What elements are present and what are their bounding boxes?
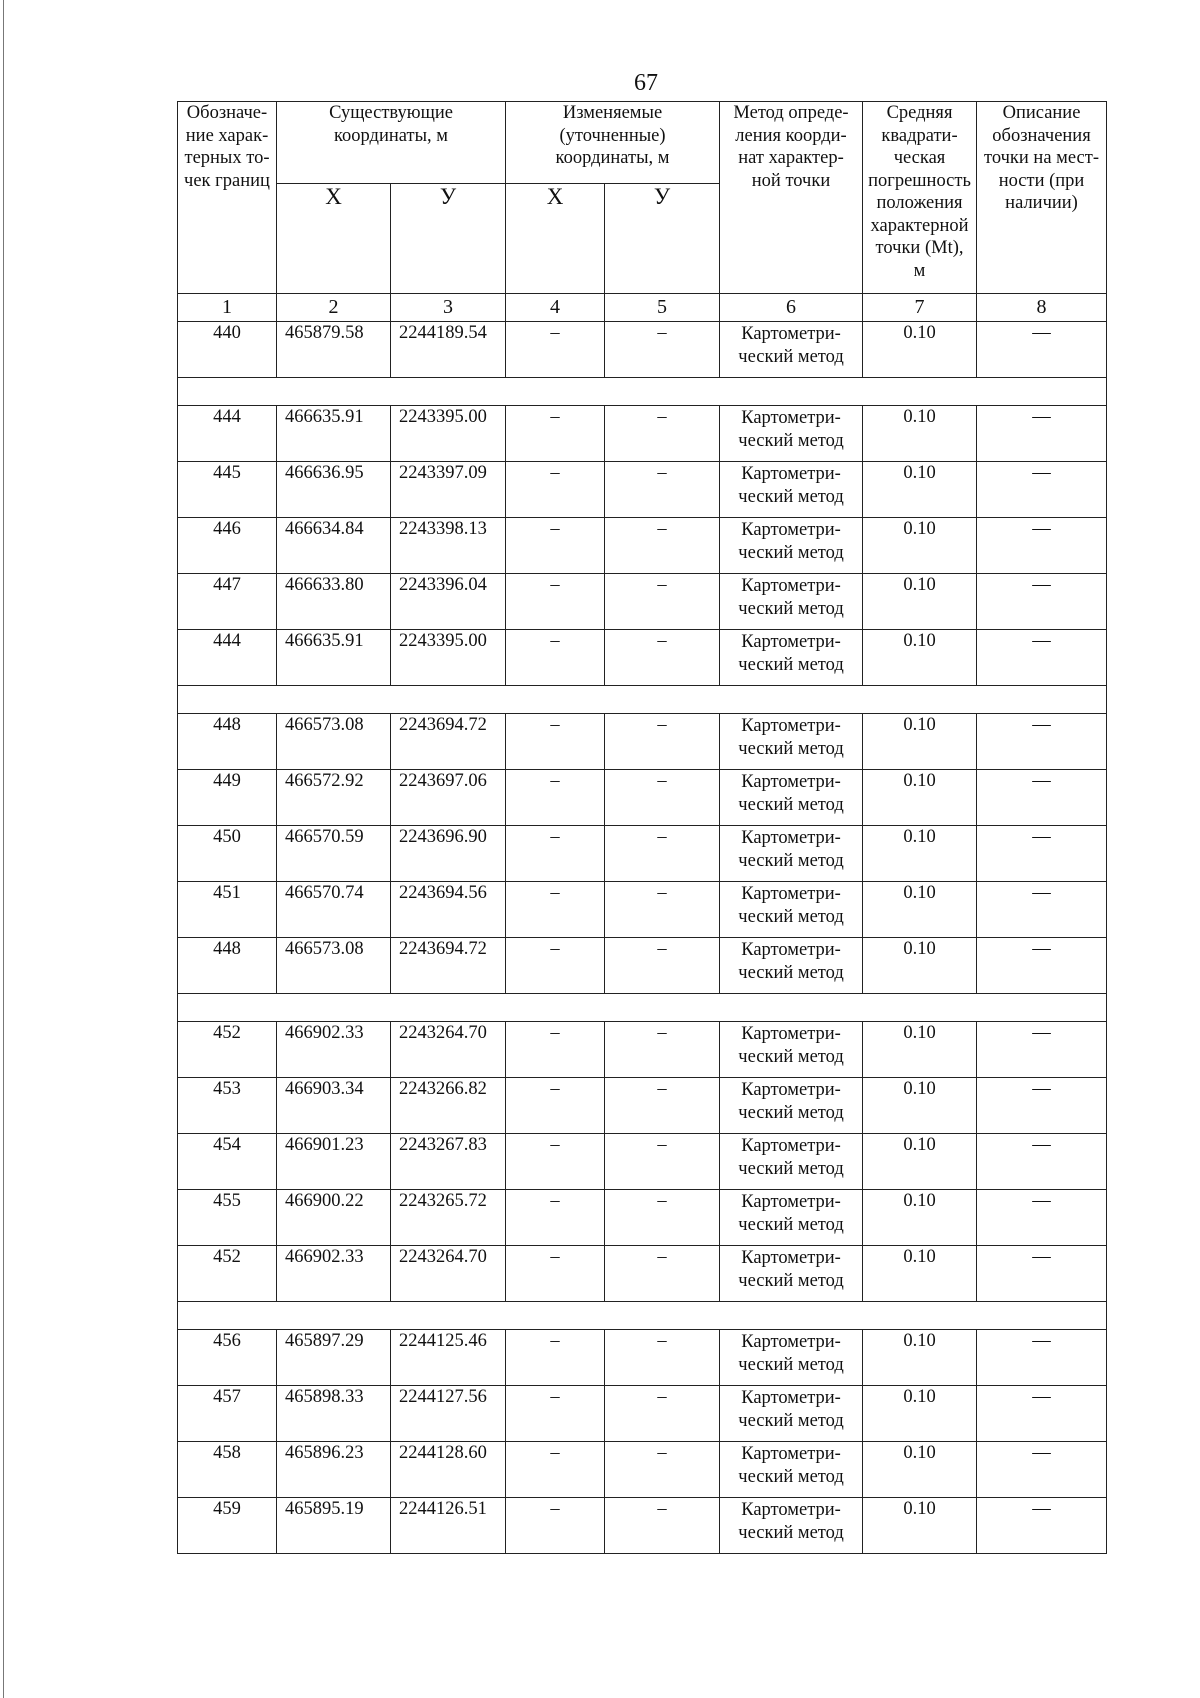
mt-cell: 0.10: [863, 518, 977, 574]
header-line: Изменяемые: [562, 103, 663, 123]
description-cell: —: [977, 1386, 1107, 1442]
method-line: Картометри-: [741, 884, 841, 904]
mt-cell: 0.10: [863, 1386, 977, 1442]
changed-y-cell: –: [605, 406, 720, 462]
existing-x-cell: 466573.08: [277, 714, 391, 770]
header-line: нат характер-: [738, 148, 844, 168]
method-line: ческий метод: [738, 739, 844, 759]
header-mt: [863, 102, 977, 294]
changed-y-cell: –: [605, 882, 720, 938]
table-row: [178, 714, 1107, 770]
table-row: [178, 1134, 1107, 1190]
changed-x-cell: –: [506, 1330, 605, 1386]
group-separator-row: [178, 1302, 1107, 1330]
description-cell: —: [977, 1022, 1107, 1078]
table-row: [178, 1190, 1107, 1246]
method-line: Картометри-: [741, 324, 841, 344]
method-cell: [720, 938, 863, 994]
method-line: ческий метод: [738, 907, 844, 927]
existing-x-cell: 466903.34: [277, 1078, 391, 1134]
table-row: [178, 462, 1107, 518]
page-number: 67: [634, 70, 658, 96]
method-cell: [720, 462, 863, 518]
header-description: [977, 102, 1107, 294]
existing-y-cell: 2243398.13: [391, 518, 506, 574]
header-line: координаты, м: [555, 148, 670, 168]
description-cell: —: [977, 462, 1107, 518]
description-cell: —: [977, 882, 1107, 938]
existing-x-cell: 466902.33: [277, 1022, 391, 1078]
point-cell: 456: [178, 1330, 277, 1386]
existing-y-cell: 2244126.51: [391, 1498, 506, 1554]
point-cell: 440: [178, 322, 277, 378]
changed-y-cell: –: [605, 1246, 720, 1302]
method-line: Картометри-: [741, 1444, 841, 1464]
table-body: [178, 322, 1107, 1554]
method-line: ческий метод: [738, 487, 844, 507]
header-line: ческая: [893, 148, 946, 168]
mt-cell: 0.10: [863, 826, 977, 882]
header-line: характерной: [870, 215, 969, 236]
method-line: ческий метод: [738, 851, 844, 871]
header-line: обозначения: [992, 125, 1091, 146]
existing-y-cell: 2244189.54: [391, 322, 506, 378]
method-line: Картометри-: [741, 576, 841, 596]
method-line: ческий метод: [738, 1271, 844, 1291]
changed-y-cell: –: [605, 322, 720, 378]
point-cell: 454: [178, 1134, 277, 1190]
column-number: 8: [977, 294, 1107, 322]
existing-y-cell: 2243266.82: [391, 1078, 506, 1134]
changed-x-cell: –: [506, 462, 605, 518]
method-cell: [720, 714, 863, 770]
changed-y-cell: –: [605, 462, 720, 518]
changed-y-cell: –: [605, 630, 720, 686]
mt-cell: 0.10: [863, 1442, 977, 1498]
table-row: [178, 1442, 1107, 1498]
method-line: Картометри-: [741, 828, 841, 848]
group-separator-row: [178, 378, 1107, 406]
method-line: Картометри-: [741, 1192, 841, 1212]
existing-x-cell: 465898.33: [277, 1386, 391, 1442]
table-row: [178, 574, 1107, 630]
changed-x-cell: –: [506, 406, 605, 462]
mt-cell: 0.10: [863, 1134, 977, 1190]
header-existing-coords: [277, 102, 506, 184]
method-line: Картометри-: [741, 520, 841, 540]
existing-x-cell: 466635.91: [277, 406, 391, 462]
binding-edge-line: [3, 0, 4, 1698]
mt-cell: 0.10: [863, 1022, 977, 1078]
method-cell: [720, 1442, 863, 1498]
method-cell: [720, 518, 863, 574]
description-cell: —: [977, 1246, 1107, 1302]
existing-y-cell: 2243265.72: [391, 1190, 506, 1246]
method-line: Картометри-: [741, 1332, 841, 1352]
changed-y-cell: –: [605, 1442, 720, 1498]
point-cell: 450: [178, 826, 277, 882]
existing-y-cell: 2243264.70: [391, 1022, 506, 1078]
header-changed-x: X: [506, 184, 605, 294]
existing-x-cell: 466572.92: [277, 770, 391, 826]
method-line: Картометри-: [741, 1136, 841, 1156]
changed-y-cell: –: [605, 1330, 720, 1386]
existing-x-cell: 465896.23: [277, 1442, 391, 1498]
method-line: Картометри-: [741, 408, 841, 428]
changed-x-cell: –: [506, 518, 605, 574]
header-point: [178, 102, 277, 294]
method-cell: [720, 882, 863, 938]
point-cell: 448: [178, 714, 277, 770]
existing-x-cell: 465879.58: [277, 322, 391, 378]
changed-y-cell: –: [605, 938, 720, 994]
table-row: [178, 1330, 1107, 1386]
mt-cell: 0.10: [863, 1498, 977, 1554]
changed-y-cell: –: [605, 1078, 720, 1134]
table-row: [178, 770, 1107, 826]
point-cell: 453: [178, 1078, 277, 1134]
existing-x-cell: 466902.33: [277, 1246, 391, 1302]
changed-y-cell: –: [605, 1022, 720, 1078]
method-cell: [720, 826, 863, 882]
table-row: [178, 518, 1107, 574]
method-line: ческий метод: [738, 1103, 844, 1123]
point-cell: 452: [178, 1246, 277, 1302]
mt-cell: 0.10: [863, 770, 977, 826]
changed-x-cell: –: [506, 1078, 605, 1134]
mt-cell: 0.10: [863, 574, 977, 630]
header-line: Метод опреде-: [733, 103, 849, 123]
description-cell: —: [977, 1442, 1107, 1498]
description-cell: —: [977, 574, 1107, 630]
coordinates-table: [177, 101, 1107, 1554]
header-existing-y: У: [391, 184, 506, 294]
group-separator-row: [178, 994, 1107, 1022]
mt-cell: 0.10: [863, 1246, 977, 1302]
method-line: Картометри-: [741, 940, 841, 960]
method-line: Картометри-: [741, 1080, 841, 1100]
point-cell: 444: [178, 630, 277, 686]
method-line: ческий метод: [738, 795, 844, 815]
header-line: ности (при: [998, 170, 1085, 191]
existing-x-cell: 466634.84: [277, 518, 391, 574]
table-row: [178, 406, 1107, 462]
method-line: Картометри-: [741, 1388, 841, 1408]
changed-x-cell: –: [506, 1022, 605, 1078]
method-line: Картометри-: [741, 1024, 841, 1044]
column-number: 1: [178, 294, 277, 322]
header-line: ления коорди-: [735, 125, 847, 146]
description-cell: —: [977, 406, 1107, 462]
header-line: м: [913, 260, 926, 281]
header-line: погрешность: [868, 170, 971, 191]
method-line: Картометри-: [741, 716, 841, 736]
header-line: терных то-: [184, 148, 270, 168]
table-row: [178, 882, 1107, 938]
method-line: Картометри-: [741, 464, 841, 484]
method-line: ческий метод: [738, 963, 844, 983]
method-line: Картометри-: [741, 1500, 841, 1520]
changed-y-cell: –: [605, 1190, 720, 1246]
description-cell: —: [977, 770, 1107, 826]
header-line: квадрати-: [881, 125, 958, 146]
point-cell: 459: [178, 1498, 277, 1554]
method-line: ческий метод: [738, 1467, 844, 1487]
header-changed-coords: [506, 102, 720, 184]
table-row: [178, 630, 1107, 686]
mt-cell: 0.10: [863, 462, 977, 518]
column-number: 6: [720, 294, 863, 322]
header-line: положения: [876, 193, 963, 213]
mt-cell: 0.10: [863, 714, 977, 770]
table-row: [178, 1246, 1107, 1302]
changed-y-cell: –: [605, 1386, 720, 1442]
existing-x-cell: 466570.59: [277, 826, 391, 882]
method-line: ческий метод: [738, 1355, 844, 1375]
point-cell: 448: [178, 938, 277, 994]
point-cell: 458: [178, 1442, 277, 1498]
description-cell: —: [977, 714, 1107, 770]
changed-x-cell: –: [506, 1190, 605, 1246]
description-cell: —: [977, 1330, 1107, 1386]
changed-y-cell: –: [605, 1134, 720, 1190]
description-cell: —: [977, 518, 1107, 574]
method-cell: [720, 574, 863, 630]
changed-x-cell: –: [506, 630, 605, 686]
group-separator-row: [178, 686, 1107, 714]
existing-y-cell: 2243694.56: [391, 882, 506, 938]
mt-cell: 0.10: [863, 1330, 977, 1386]
method-cell: [720, 1330, 863, 1386]
header-line: точки (Mt),: [875, 238, 964, 258]
table-row: [178, 1078, 1107, 1134]
mt-cell: 0.10: [863, 322, 977, 378]
existing-y-cell: 2244128.60: [391, 1442, 506, 1498]
changed-y-cell: –: [605, 826, 720, 882]
header-changed-y: У: [605, 184, 720, 294]
existing-y-cell: 2244125.46: [391, 1330, 506, 1386]
description-cell: —: [977, 630, 1107, 686]
changed-x-cell: –: [506, 1386, 605, 1442]
method-cell: [720, 1386, 863, 1442]
method-cell: [720, 1134, 863, 1190]
method-cell: [720, 1022, 863, 1078]
separator-cell: [178, 1302, 1107, 1330]
method-line: ческий метод: [738, 1523, 844, 1543]
point-cell: 446: [178, 518, 277, 574]
header-method: [720, 102, 863, 294]
separator-cell: [178, 994, 1107, 1022]
description-cell: —: [977, 1190, 1107, 1246]
header-line: ние харак-: [185, 125, 269, 146]
point-cell: 445: [178, 462, 277, 518]
changed-y-cell: –: [605, 1498, 720, 1554]
table-row: [178, 322, 1107, 378]
existing-y-cell: 2244127.56: [391, 1386, 506, 1442]
header-existing-x: X: [277, 184, 391, 294]
description-cell: —: [977, 826, 1107, 882]
column-number: 4: [506, 294, 605, 322]
method-line: ческий метод: [738, 543, 844, 563]
point-cell: 447: [178, 574, 277, 630]
method-line: ческий метод: [738, 1047, 844, 1067]
separator-cell: [178, 378, 1107, 406]
header-line: наличии): [1005, 193, 1078, 213]
header-line: Средняя: [886, 103, 953, 123]
mt-cell: 0.10: [863, 938, 977, 994]
changed-x-cell: –: [506, 1498, 605, 1554]
changed-y-cell: –: [605, 714, 720, 770]
column-number: 2: [277, 294, 391, 322]
method-line: Картометри-: [741, 1248, 841, 1268]
existing-y-cell: 2243697.06: [391, 770, 506, 826]
existing-y-cell: 2243395.00: [391, 630, 506, 686]
mt-cell: 0.10: [863, 630, 977, 686]
description-cell: —: [977, 322, 1107, 378]
mt-cell: 0.10: [863, 406, 977, 462]
existing-x-cell: 466633.80: [277, 574, 391, 630]
changed-y-cell: –: [605, 518, 720, 574]
method-line: ческий метод: [738, 1411, 844, 1431]
existing-x-cell: 466901.23: [277, 1134, 391, 1190]
method-cell: [720, 1190, 863, 1246]
separator-cell: [178, 686, 1107, 714]
changed-x-cell: –: [506, 322, 605, 378]
method-cell: [720, 770, 863, 826]
method-cell: [720, 630, 863, 686]
existing-y-cell: 2243264.70: [391, 1246, 506, 1302]
existing-x-cell: 466900.22: [277, 1190, 391, 1246]
method-cell: [720, 1498, 863, 1554]
table-row: [178, 826, 1107, 882]
existing-x-cell: 465895.19: [277, 1498, 391, 1554]
table-row: [178, 1386, 1107, 1442]
method-line: Картометри-: [741, 632, 841, 652]
description-cell: —: [977, 938, 1107, 994]
point-cell: 444: [178, 406, 277, 462]
description-cell: —: [977, 1078, 1107, 1134]
point-cell: 451: [178, 882, 277, 938]
method-cell: [720, 1246, 863, 1302]
changed-x-cell: –: [506, 574, 605, 630]
existing-y-cell: 2243694.72: [391, 938, 506, 994]
existing-x-cell: 466635.91: [277, 630, 391, 686]
method-line: ческий метод: [738, 655, 844, 675]
existing-y-cell: 2243694.72: [391, 714, 506, 770]
column-numbers-row: [178, 294, 1107, 322]
changed-x-cell: –: [506, 1246, 605, 1302]
existing-y-cell: 2243397.09: [391, 462, 506, 518]
table-row: [178, 1498, 1107, 1554]
point-cell: 449: [178, 770, 277, 826]
table-row: [178, 1022, 1107, 1078]
existing-x-cell: 466636.95: [277, 462, 391, 518]
method-line: ческий метод: [738, 1159, 844, 1179]
existing-y-cell: 2243396.04: [391, 574, 506, 630]
header-line: Обозначе-: [186, 103, 268, 123]
method-cell: [720, 406, 863, 462]
method-line: ческий метод: [738, 431, 844, 451]
existing-y-cell: 2243395.00: [391, 406, 506, 462]
point-cell: 457: [178, 1386, 277, 1442]
table-row: [178, 938, 1107, 994]
changed-x-cell: –: [506, 770, 605, 826]
point-cell: 452: [178, 1022, 277, 1078]
description-cell: —: [977, 1498, 1107, 1554]
changed-y-cell: –: [605, 770, 720, 826]
mt-cell: 0.10: [863, 1078, 977, 1134]
method-line: Картометри-: [741, 772, 841, 792]
header-line: координаты, м: [334, 125, 448, 146]
changed-y-cell: –: [605, 574, 720, 630]
changed-x-cell: –: [506, 826, 605, 882]
changed-x-cell: –: [506, 1442, 605, 1498]
changed-x-cell: –: [506, 882, 605, 938]
method-line: ческий метод: [738, 1215, 844, 1235]
changed-x-cell: –: [506, 714, 605, 770]
header-line: Существующие: [329, 103, 453, 123]
existing-x-cell: 466573.08: [277, 938, 391, 994]
header-line: ной точки: [751, 170, 831, 191]
header-line: точки на мест-: [984, 148, 1100, 168]
existing-y-cell: 2243267.83: [391, 1134, 506, 1190]
header-line: Описание: [1002, 103, 1081, 123]
method-cell: [720, 322, 863, 378]
method-line: ческий метод: [738, 599, 844, 619]
point-cell: 455: [178, 1190, 277, 1246]
header-line: чек границ: [184, 170, 270, 191]
column-number: 3: [391, 294, 506, 322]
column-number: 7: [863, 294, 977, 322]
description-cell: —: [977, 1134, 1107, 1190]
method-cell: [720, 1078, 863, 1134]
method-line: ческий метод: [738, 347, 844, 367]
changed-x-cell: –: [506, 938, 605, 994]
changed-x-cell: –: [506, 1134, 605, 1190]
existing-y-cell: 2243696.90: [391, 826, 506, 882]
header-line: (уточненные): [559, 125, 666, 146]
existing-x-cell: 466570.74: [277, 882, 391, 938]
mt-cell: 0.10: [863, 882, 977, 938]
existing-x-cell: 465897.29: [277, 1330, 391, 1386]
mt-cell: 0.10: [863, 1190, 977, 1246]
column-number: 5: [605, 294, 720, 322]
